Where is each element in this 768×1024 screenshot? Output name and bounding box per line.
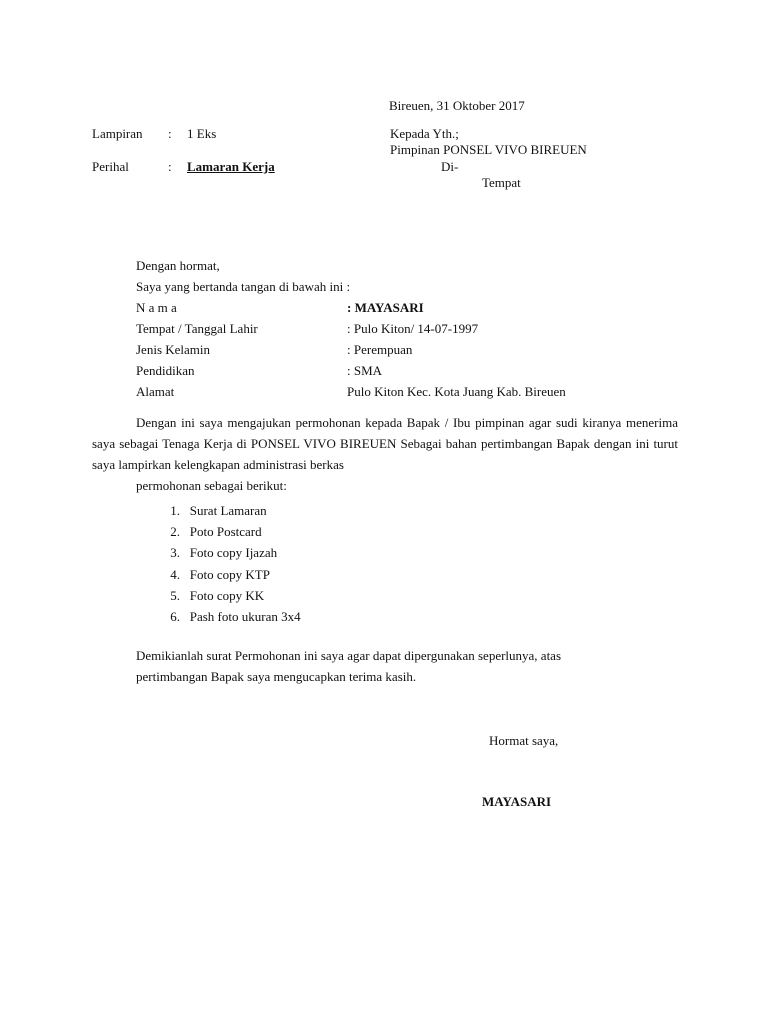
- recipient-line-1: Kepada Yth.;: [390, 126, 459, 141]
- list-item: [150, 564, 301, 585]
- recipient-line-2: Pimpinan PONSEL VIVO BIREUEN: [390, 142, 587, 157]
- attachment-list: [150, 500, 301, 627]
- identity-value-birth: : Pulo Kiton/ 14-07-1997: [347, 321, 479, 336]
- list-item: [150, 542, 301, 563]
- identity-label-birth: Tempat / Tanggal Lahir: [136, 321, 258, 336]
- list-item: [150, 585, 301, 606]
- intro-line: Saya yang bertanda tangan di bawah ini :: [136, 279, 351, 294]
- list-item-text: Foto copy Ijazah: [189, 545, 278, 561]
- body-paragraph-main: Dengan ini saya mengajukan permohonan kepada Bapak / Ibu pimpinan agar sudi kiranya menerima saya sebagai Tenaga Kerja di PONSEL VIVO BIREUEN Sebagai bahan pertimbangan Bapak dengan ini turut saya lampirkan kelengkapan administrasi berkas: [92, 415, 678, 472]
- list-item: [150, 500, 301, 521]
- list-item-number: 3.: [170, 545, 180, 561]
- signature-name: MAYASARI: [482, 794, 552, 809]
- closing-paragraph-main: Demikianlah surat Permohonan ini saya agar dapat dipergunakan seperlunya, atas: [136, 648, 562, 663]
- identity-label-gender: Jenis Kelamin: [136, 342, 211, 357]
- perihal-colon: :: [168, 159, 172, 174]
- identity-label-education: Pendidikan: [136, 363, 195, 378]
- body-paragraph-last-line: permohonan sebagai berikut:: [136, 478, 287, 493]
- recipient-line-3: Di-: [441, 159, 459, 174]
- identity-label-name: N a m a: [136, 300, 177, 315]
- list-item: [150, 521, 301, 542]
- list-item-text: Pash foto ukuran 3x4: [189, 608, 301, 624]
- identity-value-name: : MAYASARI: [347, 300, 424, 315]
- list-item-number: 5.: [170, 587, 180, 603]
- identity-value-gender: : Perempuan: [347, 342, 413, 357]
- greeting: Dengan hormat,: [136, 258, 220, 273]
- body-paragraph: [92, 412, 678, 496]
- lampiran-label: Lampiran: [92, 126, 143, 141]
- signature-salutation: Hormat saya,: [489, 733, 559, 748]
- perihal-label: Perihal: [92, 159, 129, 174]
- perihal-value: Lamaran Kerja: [187, 159, 275, 174]
- closing-paragraph-last-line: pertimbangan Bapak saya mengucapkan terima kasih.: [136, 669, 417, 684]
- closing-paragraph: [92, 645, 678, 687]
- list-item-text: Foto copy KTP: [189, 566, 270, 582]
- identity-label-address: Alamat: [136, 384, 175, 399]
- lampiran-colon: :: [168, 126, 172, 141]
- list-item: [150, 606, 301, 627]
- recipient-line-4: Tempat: [482, 175, 521, 190]
- list-item-number: 6.: [170, 608, 180, 624]
- list-item-number: 2.: [170, 524, 180, 540]
- list-item-text: Surat Lamaran: [189, 503, 267, 518]
- list-item-text: Poto Postcard: [189, 524, 262, 540]
- identity-value-address: Pulo Kiton Kec. Kota Juang Kab. Bireuen: [347, 384, 566, 399]
- date-line: Bireuen, 31 Oktober 2017: [389, 98, 525, 113]
- lampiran-value: 1 Eks: [187, 126, 217, 141]
- list-item-number: 4.: [170, 566, 180, 582]
- list-item-text: Foto copy KK: [189, 587, 265, 603]
- list-item-number: 1.: [170, 503, 180, 518]
- identity-value-education: : SMA: [347, 363, 383, 378]
